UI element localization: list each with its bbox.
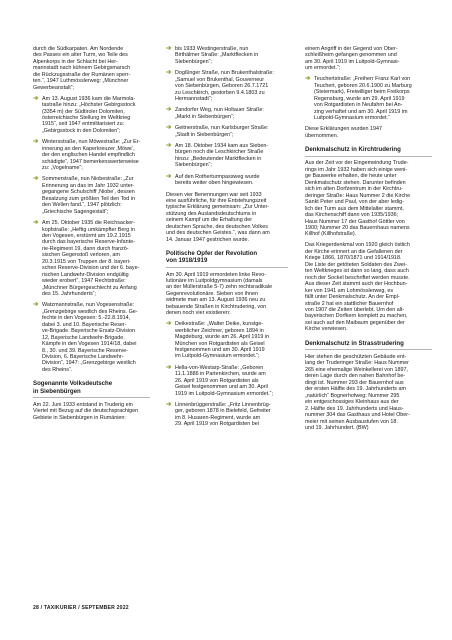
text-line: Wintersstraße, nun Möwestraße: „Zur Er-: [42, 139, 141, 146]
arrow-right-icon: ➔: [33, 138, 39, 146]
text-line: um ermordet.“;: [305, 65, 341, 72]
text-line: Denkmalschutz stehen. Darunter befinden: [305, 179, 406, 186]
section-heading-revolution: [166, 250, 288, 268]
text-line: der ersten Hälfte des 19. Jahrhunderts am: [305, 386, 406, 393]
section-paragraph: [305, 160, 432, 237]
arrow-right-icon: ➔: [166, 124, 172, 132]
bullet-item: [166, 402, 288, 428]
arrow-right-icon: ➔: [166, 400, 172, 408]
text-line: denen noch vier existieren:: [166, 310, 231, 317]
bullet-item: [166, 174, 288, 187]
column-3: [305, 46, 432, 436]
text-line: Birthälmer Straße: „Marktflecken in: [175, 52, 259, 59]
column-2: [166, 46, 288, 433]
text-line: von 1907 die Zeiten überlebt. Um den alt-: [305, 306, 405, 313]
text-line: Teuchert, geboren 20.6.1900 zu Marburg: [314, 82, 412, 89]
text-line: rischen Landwehr-Division endgültig: [42, 271, 129, 278]
text-line: von 1918/1919: [166, 257, 208, 265]
text-line: rie-Regiment 19, dann durch franzö-: [42, 245, 129, 252]
text-line: kopfstraße: „Heftig umkämpfter Berg in: [42, 226, 135, 233]
text-line: Magdeburg, wurde am 26. April 1919 in: [175, 334, 270, 341]
text-line: wieder erobert“, 1947 Rechtstraße:: [42, 278, 126, 285]
text-line: „Samuel von Brukenthal, Gouverneur: [175, 76, 264, 83]
text-line: Gebiete in Siebenbürgen in Rumänien:: [33, 414, 126, 421]
arrow-right-icon: ➔: [166, 45, 172, 52]
text-line: ger, geboren 1878 in Bielefeld, Gefreiter: [175, 408, 271, 415]
text-line: 29. April 1919 von Rotgardisten bei: [175, 421, 259, 428]
text-line: noch der Sockel beschriftet werden musste.: [305, 274, 410, 281]
text-line: „Griechische Sagengestalt“;: [42, 208, 109, 215]
text-line: bayerischen Dorfkern komplett zu machen,: [305, 313, 408, 320]
text-line: das Kirchenschiff dann von 1935/1936;: [305, 212, 399, 219]
text-line: und des deutschen Geistes.“, was dann am: [166, 230, 270, 237]
text-line: stützung des Auslandsdeutschtums in: [166, 210, 257, 217]
text-line: Division, 6. Bayerische Landwehr-: [42, 354, 124, 360]
text-line: übernommen.: [305, 132, 339, 139]
text-line: widmete man am 13. August 1936 neu zu: [166, 297, 266, 304]
text-line: 265 eine ehemalige Weinkellerei von 1897,: [305, 366, 408, 373]
text-line: ge Bauwerke erhalten, die heute unter: [305, 173, 397, 180]
text-line: Gegenrevolutionäre. Sieben von ihnen: [166, 290, 259, 297]
section-paragraph: [166, 272, 288, 317]
bullet-item: [166, 46, 288, 65]
text-line: 1915“, seit 1947 entmilitarisiert zu:: [42, 121, 125, 128]
text-line: der den englischen Handel empfindlich: [42, 152, 135, 159]
text-line: Dogßinger Straße, nun Brukenthalstraße:: [175, 70, 274, 77]
text-line: Watzmannstraße, nun Vogesenstraße:: [42, 302, 135, 309]
text-line: Regensburg, wurde am 29. April 1919: [314, 95, 405, 102]
text-line: festgenommen und am 30. April 1919: [175, 347, 265, 354]
text-line: ve-Brigade. Bayerische Ersatz-Division: [42, 328, 136, 335]
text-line: der Kirche erinnert an die Gefallenen der: [305, 248, 403, 255]
text-line: 26. April 1919 von Rotgardisten als: [175, 377, 259, 384]
text-line: bereits weiter oben hingewiesen.: [175, 180, 254, 187]
text-line: mannstadt nach kühnem Gebirgsmarsch: [33, 65, 131, 72]
arrow-right-icon: ➔: [166, 363, 172, 371]
text-line: Aus der Zeit vor der Eingemeindung Trude-: [305, 160, 409, 167]
text-line: meier mit seinen Ausbaustufen von 18.: [305, 418, 398, 425]
text-line: Die Liste der getöteten Soldaten des Zwei-: [305, 261, 407, 268]
text-line: Denkmalschutz in Kirchtrudering: [305, 146, 401, 154]
text-line: des Passes ein alter Turm, wo Teile des: [33, 52, 128, 59]
text-line: 14. Januar 1947 gestrichen wurde.: [166, 236, 250, 243]
text-line: „Markt in Siebenbürgen“;: [175, 113, 235, 120]
arrow-right-icon: ➔: [166, 106, 172, 114]
text-line: Alpenkorps in der Schlacht bei Her-: [33, 58, 118, 65]
text-line: bebauende Straßen in Kirchtrudering, von: [166, 303, 267, 310]
text-line: im 8. Husaren-Regiment, wurde am: [175, 414, 261, 421]
text-line: 12, Bayerische Landwehr-Brigade.: [42, 334, 125, 341]
text-line: Diesen vier Benennungen war seit 1933: [166, 191, 262, 198]
text-line: österreichische Stellung im Weltkrieg: [42, 115, 131, 122]
text-line: ker von 1941 am Lohmösslerweg, es: [305, 287, 394, 294]
text-line: Besatzung zum größten Teil den Tod in: [42, 195, 135, 202]
text-line: Denkmalschutz in Strasstrudering: [305, 339, 404, 347]
text-line: „natürlich“ Bognerhofweg; Nummer 295: [305, 392, 400, 399]
text-line: lang der Truderinger Straße: Haus Nummer: [305, 360, 409, 367]
text-line: den Wellen fand.“, 1947 plötzlich:: [42, 202, 122, 209]
text-line: typische Erklärung gemeinsam: „Zur Unter-: [166, 204, 270, 211]
text-line: ten.“, 1947 Luthmösslerweg: „Münchner: [33, 78, 129, 85]
text-line: Geitnerstraße, nun Karlsburger Straße:: [175, 125, 269, 132]
text-line: (3354 m) der Südtiroler Dolomiten,: [42, 108, 125, 115]
text-line: Diese Erklärungen wurden 1947: [305, 126, 383, 133]
text-line: straße 2 hat ein stattlicher Bauernhof: [305, 300, 394, 307]
section-heading-kirchtrudering: [305, 146, 432, 157]
text-line: (Steiermark), Freiwilliger beim Freikorps: [314, 89, 410, 96]
text-line: Haus Nummer 17 der Gasthof Göttler von: [305, 218, 405, 225]
text-line: zu Leschkirch, gestorben 9.4.1803 zu: [175, 89, 265, 96]
text-line: „Münchner Bürgergeschlecht zu Anfang: [42, 284, 137, 291]
text-line: sich im alten Dorfzentrum in der Kirchtru-: [305, 186, 403, 193]
text-line: tastraße hinzu: „Höchster Gebirgsstock: [42, 102, 136, 109]
bullet-item: [33, 96, 150, 135]
text-line: dabei 3. und 10. Bayerische Reser-: [42, 321, 127, 328]
text-line: hinzu: „Bedeutender Marktflecken in: [175, 155, 262, 162]
text-line: 8., 30. und 39. Bayerische Reserve-: [42, 347, 128, 354]
text-line: 1919 im Luitpold-Gymnasium ermordet.“;: [175, 390, 273, 397]
text-line: Linnenbrüggerstraße: „Fritz Linnenbrüg-: [175, 401, 271, 408]
text-line: Gewerbeanstalt“;: [33, 84, 75, 91]
text-line: schädigte“, 1947 bemerkenswerterweise: [42, 158, 139, 165]
text-line: deutschen Sprache, des deutschen Volkes: [166, 223, 268, 230]
bullet-item: [166, 70, 288, 102]
text-line: des 15. Jahrhunderts“;: [42, 291, 96, 298]
text-line: Kirche verwiesen.: [305, 326, 348, 333]
text-line: zu: „Vogelname“;: [42, 165, 83, 172]
text-line: Auf den Rotherturmpassweg wurde: [175, 173, 260, 180]
bullet-item: [166, 365, 288, 397]
intro-paragraph: [33, 46, 150, 91]
section-paragraph: [305, 354, 432, 431]
column-1: [33, 46, 150, 426]
text-line: Am 30. April 1919 ermordeten linke Revo-: [166, 271, 267, 278]
text-line: Siebenbürgen“;: [175, 58, 212, 65]
section-heading-volksdeutsche: [33, 380, 150, 398]
arrow-right-icon: ➔: [166, 320, 172, 328]
text-line: am 30. April 1919 im Luitpold-Gymnasi-: [305, 58, 400, 65]
arrow-right-icon: ➔: [166, 69, 172, 77]
text-line: schleißheim gefangen genommen und: [305, 52, 397, 59]
text-line: des Rheins“.: [42, 366, 73, 373]
article-page: [33, 46, 429, 606]
text-line: Sommerstraße, nun Niobestraße: „Zur: [42, 176, 134, 183]
arrow-right-icon: ➔: [33, 219, 39, 227]
text-line: in Siebenbürgen: [33, 387, 81, 395]
text-line: werblicher Zeichner, geboren 1894 in: [175, 327, 264, 334]
text-line: Viertel mit Bezug auf die deutschsprachigen: [33, 408, 139, 415]
bullet-item: [33, 139, 150, 171]
text-line: zing verhaftet und am 30. April 1919 im: [314, 108, 408, 115]
text-line: innerung an den Kaperkreuzer ‚Möwe‘,: [42, 145, 135, 152]
text-line: Killhof (Killhofstraße).: [305, 231, 357, 238]
text-line: deringer Straße: Haus Nummer 2 die Kirche: [305, 192, 411, 199]
text-line: 11.1.1886 in Partenkirchen, wurde am: [175, 371, 266, 378]
arrow-right-icon: ➔: [33, 94, 39, 102]
text-line: lutionäre im Luitpoldgymnasium (damals: [166, 277, 263, 284]
text-line: fechte in den Vogesen: 5.-22.8.1914,: [42, 315, 131, 322]
text-line: „Gebirgsstock in den Dolomiten“;: [42, 127, 121, 134]
text-line: ein entgeschossiges Kleinhaus aus der: [305, 399, 399, 406]
text-line: Am 13. August 1936 kam die Marmola-: [42, 95, 136, 102]
text-line: Kriege 1866, 1870/1871 und 1914/1918.: [305, 255, 402, 262]
arrow-right-icon: ➔: [305, 75, 311, 83]
text-line: „Grenzgebirge westlich des Rheins. Ge-: [42, 308, 138, 315]
bullet-item: [33, 302, 150, 373]
text-line: dingt ist. Nummer 293 der Bauernhof aus: [305, 379, 404, 386]
text-line: Kämpfe in den Vogesen 1914/18, dabei: [42, 341, 137, 348]
text-line: Am 25. Oktober 1935 die Reichsacker-: [42, 220, 135, 227]
explanation-paragraph: [166, 192, 288, 244]
section-heading-strasstrudering: [305, 340, 432, 351]
text-line: Zandorfer Weg, nun Holtauer Straße:: [175, 107, 264, 114]
bullet-item: [33, 220, 150, 297]
text-line: rings im Jahr 1932 haben sich einige weni-: [305, 166, 408, 173]
text-line: den Vogesen, erstürmt am 19.2.1915: [42, 232, 131, 239]
section-paragraph: [305, 242, 432, 332]
text-line: nummer 304 das Gasthaus und Hotel Ober-: [305, 412, 410, 419]
text-line: Hella-von-Westarp-Straße: „Geboren: [175, 364, 264, 371]
text-line: lich der Turm aus dem Mittelalter stammt,: [305, 205, 404, 212]
text-line: gegangene Schulschiff ‚Niobe‘, dessen: [42, 189, 135, 196]
text-line: Sankt Peter und Paul, von der aber ledig-: [305, 199, 404, 206]
text-line: Luitpold-Gymnasium ermordet.“: [314, 115, 390, 122]
bullet-item: [305, 76, 432, 121]
text-line: 1900; Nummer 20 das Bauernhaus namens: [305, 225, 410, 232]
bullet-item: [166, 321, 288, 360]
text-line: München von Rotgardisten als Geisel: [175, 340, 265, 347]
explanation-paragraph: [305, 126, 432, 139]
text-line: Teuchertstraße: „Freiherr Franz Karl von: [314, 76, 411, 83]
arrow-right-icon: ➔: [166, 142, 172, 149]
text-line: schen Reserve-Division und der 6. baye-: [42, 265, 140, 272]
continued-paragraph: [305, 46, 432, 72]
text-line: Deikestraße: „Walter Deike, kunstge-: [175, 321, 264, 328]
bullet-item: [166, 125, 288, 138]
text-line: an der Müllerstraße 5-7) zehn rechtsradikale: [166, 284, 273, 291]
text-line: Das Kriegerdenkmal von 1920 gleich östlich: [305, 242, 410, 249]
arrow-right-icon: ➔: [33, 301, 39, 309]
arrow-right-icon: ➔: [33, 175, 39, 183]
text-line: Politische Opfer der Revolution: [166, 250, 258, 258]
text-line: Aus dieser Zeit stammt auch der Hochbun-: [305, 281, 408, 288]
text-line: durch die Südkarpaten. Am Nordende: [33, 46, 124, 52]
text-line: die Rückzugsstraße der Rumänen sperr-: [33, 71, 131, 78]
text-line: bürgen noch die Leschkircher Straße: [175, 149, 264, 156]
text-line: Hier stehen die geschützten Gebäude ent-: [305, 353, 407, 360]
text-line: 20.3.1915 von Truppen der 8. bayeri-: [42, 258, 131, 265]
text-line: Am 18. Oktober 1934 kam aus Sieben-: [175, 143, 269, 149]
text-line: Division“, 1947: „Grenzgebirge westlich: [42, 360, 136, 367]
text-line: durch das bayerische Reserve-Infante-: [42, 239, 135, 246]
text-line: und 19. Jahrhundert. (BW): [305, 424, 369, 431]
text-line: bis 1933 Westingerstraße, nun: [175, 46, 249, 52]
section-paragraph: [33, 402, 150, 421]
arrow-right-icon: ➔: [166, 172, 172, 180]
text-line: sischen Gegenstoß verloren, am: [42, 252, 120, 259]
bullet-item: [33, 176, 150, 215]
text-line: ten Weltkrieges ist dann so lang, dass auch: [305, 268, 409, 275]
text-line: Am 22. Juni 1933 entstand in Truderig ein: [33, 401, 133, 408]
text-line: von Siebenbürgen, Geboren 26.7.1721: [175, 83, 269, 90]
text-line: Geisel festgenommen und am 30. April: [175, 384, 268, 391]
text-line: 2. Hälfte des 19. Jahrhunderts und Haus-: [305, 405, 404, 412]
text-line: „Stadt in Siebenbürgen“;: [175, 131, 234, 138]
text-line: im Luitpold-Gymnasium ermordet.“;: [175, 353, 260, 360]
page-footer: 28 / TAXIKURIER / SEPTEMBER 2022: [33, 605, 129, 611]
bullet-item: [166, 143, 288, 169]
text-line: seinem Kampf um die Erhaltung der: [166, 217, 252, 224]
text-line: einem Angriff in der Gegend von Ober-: [305, 46, 398, 52]
text-line: Sogenannte Volksdeutsche: [33, 380, 113, 388]
text-line: fällt unter Denkmalschutz. An der Empl-: [305, 294, 400, 301]
text-line: Hermannstadt“;: [175, 96, 213, 103]
text-line: deren Lage durch den nahen Bahnhof be-: [305, 373, 406, 380]
text-line: von Rotgardisten in Neufahrn bei An-: [314, 102, 403, 109]
text-line: sei auch auf den Maibaum gegenüber der: [305, 319, 405, 326]
text-line: Erinnerung an das im Jahr 1932 unter-: [42, 182, 135, 189]
text-line: Siebenbürgen“;: [175, 162, 212, 169]
text-line: eine ausführliche, für ihre Entstehungszeit: [166, 197, 267, 204]
bullet-item: [166, 107, 288, 120]
